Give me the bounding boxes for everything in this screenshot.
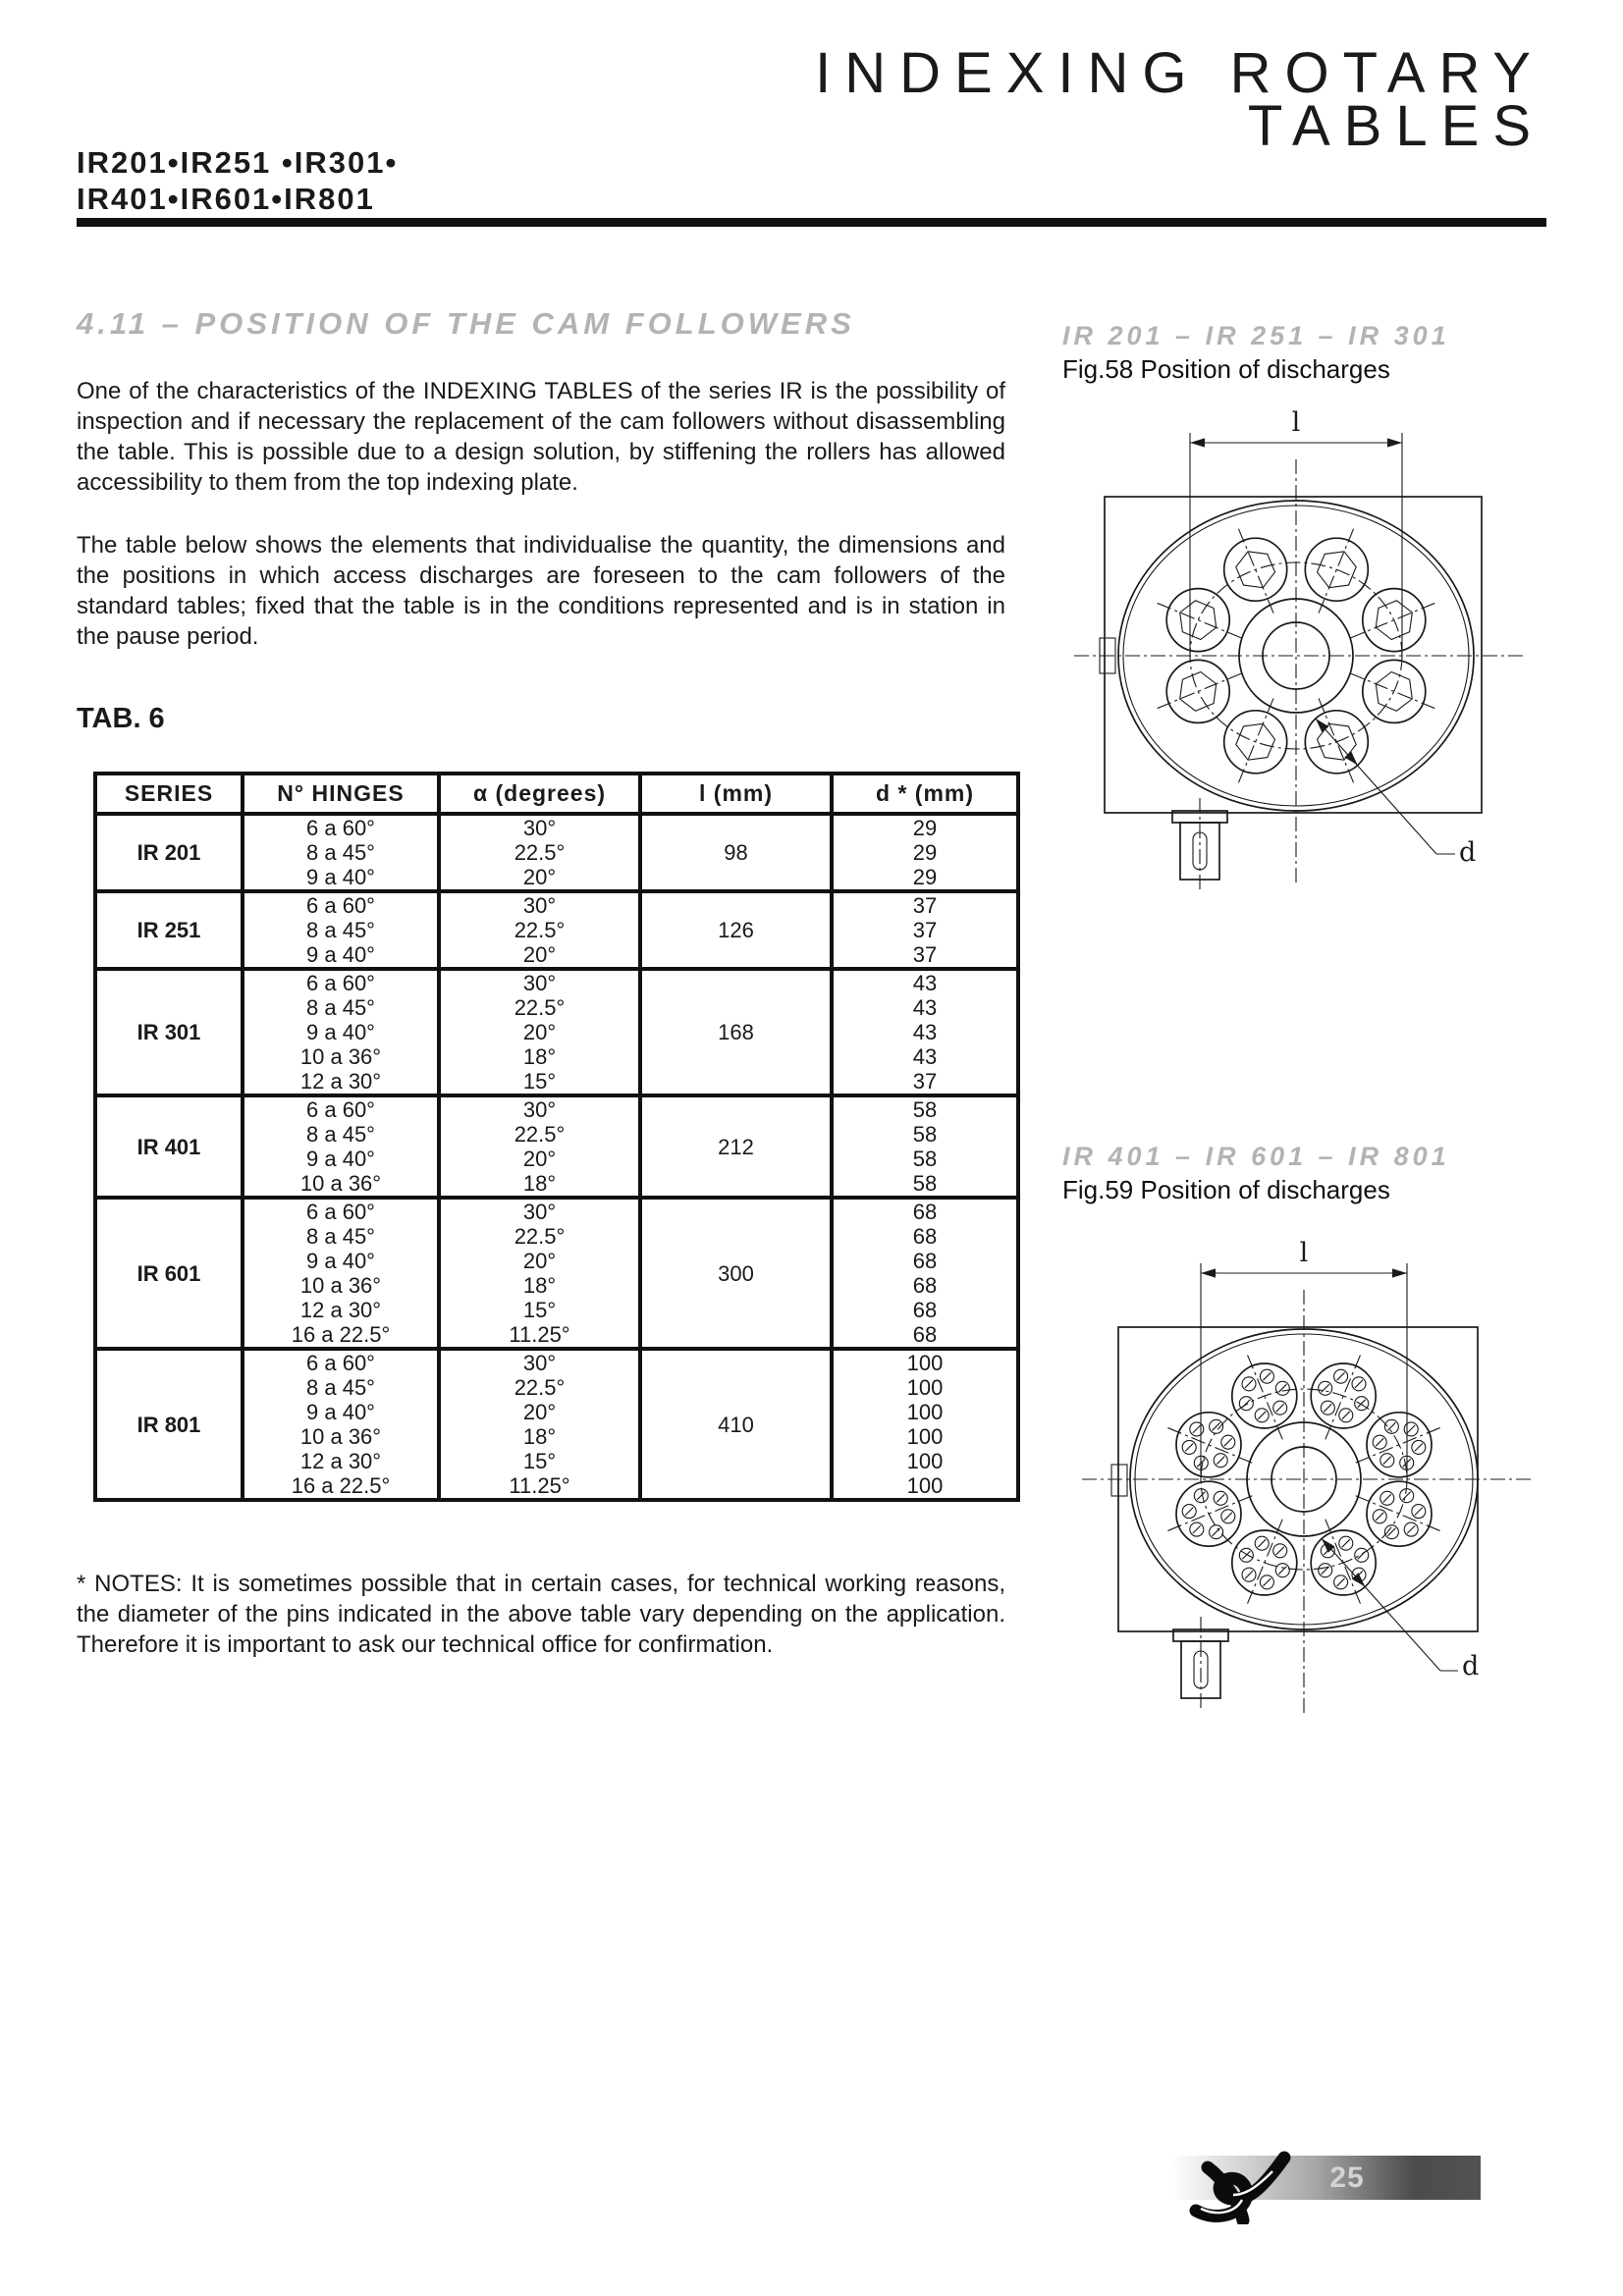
hinges-cell: 10 a 36° [243,1044,439,1069]
model-list-line1: IR201•IR251 •IR301• [77,145,399,180]
series-cell: IR 301 [95,969,243,1095]
figure-58-caption: Fig.58 Position of discharges [1062,354,1390,384]
column-header: d * (mm) [832,774,1018,814]
alpha-cell: 18° [439,1044,640,1069]
notes-paragraph: * NOTES: It is sometimes possible that in certain cases, for technical working reasons, the diameter of the pins indicated in the above table vary depending on the application. Therefore it is important to ask our technical office for confirmation. [77,1571,1005,1658]
page-title-line1: INDEXING ROTARY [815,41,1544,105]
d-cell: 58 [832,1147,1018,1171]
d-cell: 68 [832,1249,1018,1273]
alpha-cell: 22.5° [439,1122,640,1147]
d-cell: 100 [832,1375,1018,1400]
d-cell: 58 [832,1122,1018,1147]
hinges-cell: 9 a 40° [243,942,439,969]
alpha-cell: 11.25° [439,1322,640,1349]
dimension-label: l [1291,407,1301,438]
header-rule [77,218,1546,227]
d-cell: 100 [832,1349,1018,1375]
hinges-cell: 9 a 40° [243,1020,439,1044]
figure-59-drawing [1062,1231,1583,1766]
series-cell: IR 801 [95,1349,243,1500]
pin-diameter-label: d [1459,837,1477,868]
table-intro-paragraph: The table below shows the elements that individualise the quantity, the dimensions and the positions in which access discharges are foreseen to the cam followers of the standard tables; fixed that the table is in the conditions represented and is in station in the pause period. [77,532,1005,650]
figure-58-block [1062,321,1583,945]
d-cell: 43 [832,1044,1018,1069]
alpha-cell: 18° [439,1171,640,1198]
model-list-line2: IR401•IR601•IR801 [77,182,375,216]
column-header: α (degrees) [439,774,640,814]
table-row [95,814,1018,840]
page-title-line2: TABLES [1247,94,1544,158]
hinges-cell: 16 a 22.5° [243,1322,439,1349]
alpha-cell: 22.5° [439,995,640,1020]
d-cell: 100 [832,1473,1018,1500]
alpha-cell: 30° [439,1095,640,1122]
hinges-cell: 6 a 60° [243,1198,439,1224]
d-cell: 100 [832,1400,1018,1424]
alpha-cell: 15° [439,1449,640,1473]
hinges-cell: 9 a 40° [243,1249,439,1273]
alpha-cell: 20° [439,1400,640,1424]
hinges-cell: 8 a 45° [243,1375,439,1400]
alpha-cell: 20° [439,1020,640,1044]
table-row [95,891,1018,918]
section-title: 4.11 – POSITION OF THE CAM FOLLOWERS [77,306,855,341]
intro-paragraph: One of the characteristics of the INDEXING TABLES of the series IR is the possibility of inspection and if necessary the replacement of the cam followers without disassembling the table. This is possible due to a design solution, by stiffening the rollers has allowed accessibility to them from the top indexing plate. [77,378,1005,496]
d-cell: 43 [832,995,1018,1020]
d-cell: 58 [832,1095,1018,1122]
d-cell: 37 [832,1069,1018,1095]
hinges-cell: 8 a 45° [243,1224,439,1249]
hinges-cell: 10 a 36° [243,1424,439,1449]
column-header: N° HINGES [243,774,439,814]
series-cell: IR 401 [95,1095,243,1198]
hinges-cell: 6 a 60° [243,1349,439,1375]
hinges-cell: 12 a 30° [243,1298,439,1322]
page-number: 25 [1329,2161,1365,2194]
hinges-cell: 9 a 40° [243,1400,439,1424]
figure-59-series-heading: IR 401 – IR 601 – IR 801 [1062,1142,1450,1171]
hinges-cell: 16 a 22.5° [243,1473,439,1500]
hinges-cell: 12 a 30° [243,1069,439,1095]
d-cell: 68 [832,1224,1018,1249]
d-cell: 43 [832,1020,1018,1044]
alpha-cell: 20° [439,942,640,969]
l-cell: 98 [640,814,832,891]
column-header: SERIES [95,774,243,814]
table-caption: TAB. 6 [77,703,165,734]
alpha-cell: 11.25° [439,1473,640,1500]
alpha-cell: 22.5° [439,1375,640,1400]
l-cell: 168 [640,969,832,1095]
hinges-cell: 8 a 45° [243,918,439,942]
l-cell: 300 [640,1198,832,1349]
page-title [815,41,1544,158]
d-cell: 68 [832,1298,1018,1322]
alpha-cell: 20° [439,865,640,891]
hinges-cell: 9 a 40° [243,1147,439,1171]
series-cell: IR 601 [95,1198,243,1349]
l-cell: 126 [640,891,832,969]
figure-58-drawing [1062,391,1583,945]
series-cell: IR 201 [95,814,243,891]
alpha-cell: 30° [439,969,640,995]
d-cell: 29 [832,840,1018,865]
cam-follower-spec-table [93,772,1020,1502]
hinges-cell: 6 a 60° [243,1095,439,1122]
d-cell: 100 [832,1424,1018,1449]
alpha-cell: 30° [439,814,640,840]
d-cell: 100 [832,1449,1018,1473]
d-cell: 29 [832,865,1018,891]
alpha-cell: 18° [439,1424,640,1449]
alpha-cell: 18° [439,1273,640,1298]
header-row [95,774,1018,814]
d-cell: 37 [832,942,1018,969]
d-cell: 68 [832,1322,1018,1349]
d-cell: 37 [832,918,1018,942]
alpha-cell: 30° [439,891,640,918]
hinges-cell: 12 a 30° [243,1449,439,1473]
hinges-cell: 10 a 36° [243,1171,439,1198]
alpha-cell: 15° [439,1069,640,1095]
rotary-table-top-view-bolt-followers [1062,1231,1568,1761]
table-row [95,1349,1018,1375]
column-header: l (mm) [640,774,832,814]
hinges-cell: 6 a 60° [243,969,439,995]
model-list [77,144,398,217]
table-row [95,969,1018,995]
d-cell: 43 [832,969,1018,995]
pin-diameter-label: d [1462,1651,1480,1682]
d-cell: 37 [832,891,1018,918]
figure-59-caption: Fig.59 Position of discharges [1062,1175,1390,1204]
d-cell: 68 [832,1198,1018,1224]
dimension-label: l [1299,1238,1309,1268]
hinges-cell: 8 a 45° [243,840,439,865]
rotary-table-top-view-hex-followers [1062,391,1568,940]
hinges-cell: 8 a 45° [243,1122,439,1147]
table-row [95,1095,1018,1122]
hinges-cell: 6 a 60° [243,891,439,918]
d-cell: 58 [832,1171,1018,1198]
hinges-cell: 10 a 36° [243,1273,439,1298]
series-cell: IR 251 [95,891,243,969]
alpha-cell: 20° [439,1147,640,1171]
hinges-cell: 6 a 60° [243,814,439,840]
hinges-cell: 9 a 40° [243,865,439,891]
l-cell: 410 [640,1349,832,1500]
table-row [95,1198,1018,1224]
alpha-cell: 30° [439,1349,640,1375]
figure-58-series-heading: IR 201 – IR 251 – IR 301 [1062,321,1450,350]
l-cell: 212 [640,1095,832,1198]
figure-59-block [1062,1142,1583,1766]
d-cell: 29 [832,814,1018,840]
alpha-cell: 20° [439,1249,640,1273]
alpha-cell: 22.5° [439,1224,640,1249]
alpha-cell: 22.5° [439,918,640,942]
d-cell: 68 [832,1273,1018,1298]
hinges-cell: 8 a 45° [243,995,439,1020]
alpha-cell: 15° [439,1298,640,1322]
brand-logo-icon [1188,2146,1291,2224]
alpha-cell: 30° [439,1198,640,1224]
alpha-cell: 22.5° [439,840,640,865]
